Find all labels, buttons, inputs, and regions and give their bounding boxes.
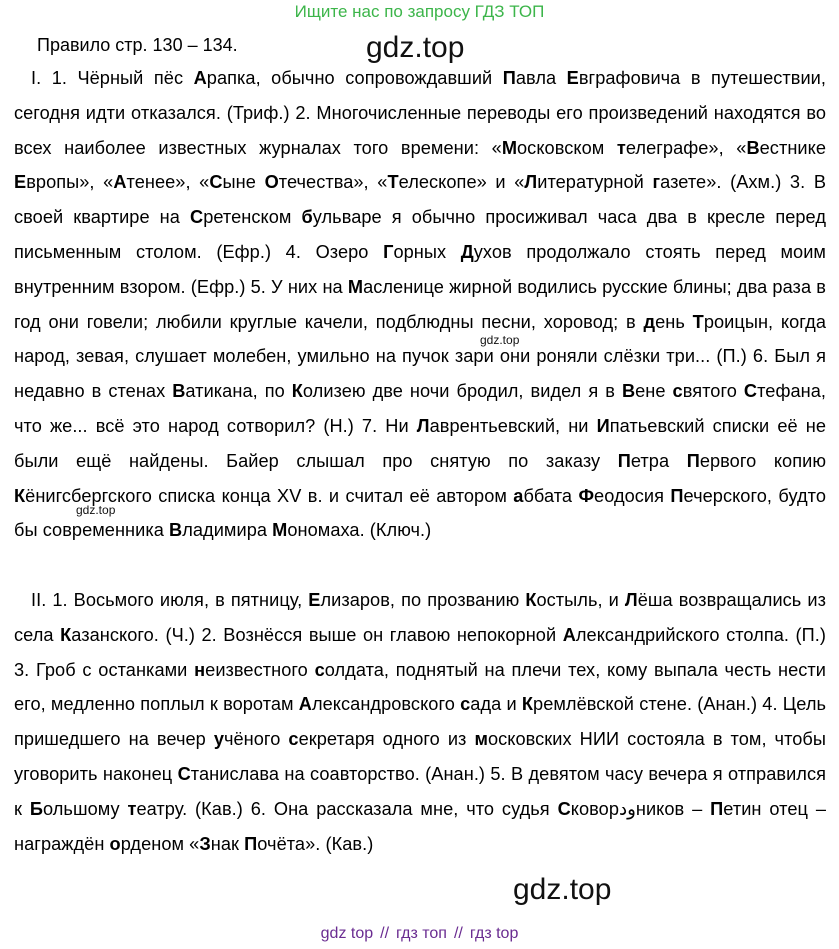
footer-separator: //: [453, 925, 463, 942]
watermark-large-bottom: gdz.top: [513, 873, 612, 906]
capital-letter-highlight: с: [672, 381, 683, 402]
capital-letter-highlight: с: [460, 694, 471, 715]
text-run: чёного: [223, 729, 289, 750]
watermark-small-middle: gdz.top: [480, 333, 520, 347]
text-run: еизвестного: [205, 659, 315, 680]
capital-letter-highlight: Ф: [578, 485, 595, 506]
capital-letter-highlight: т: [127, 798, 137, 819]
capital-letter-highlight: с: [288, 729, 299, 750]
exercise-section-2: [14, 583, 826, 861]
capital-letter-highlight: Е: [14, 172, 27, 193]
text-run: нак: [210, 833, 245, 854]
capital-letter-highlight: В: [172, 381, 186, 402]
capital-letter-highlight: Г: [383, 241, 394, 262]
footer-links: [0, 924, 839, 944]
text-run: ремлёвской стене. (Анан.) 4. Цель пришедшего на вечер: [14, 694, 827, 750]
text-run: етра: [630, 450, 687, 471]
text-run: патьевский списки её не были ещё найдены. Байер слышал про снятую по заказу: [14, 415, 826, 471]
capital-letter-highlight: Л: [416, 415, 430, 436]
text-run: азанского. (Ч.) 2. Вознёсся выше он главою непокорной: [71, 624, 563, 645]
capital-letter-highlight: В: [169, 520, 183, 541]
capital-letter-highlight: Т: [387, 172, 399, 193]
text-run: итературной: [537, 172, 653, 193]
capital-letter-highlight: К: [60, 624, 72, 645]
text-run: естнике: [759, 137, 827, 158]
text-run: лизаров, по прозванию: [320, 590, 526, 610]
capital-letter-highlight: Л: [624, 590, 638, 610]
capital-letter-highlight: д: [643, 311, 656, 332]
text-run: ухов продолжало стоять перед моим внутренним взором. (Ефр.) 5. У них на: [14, 241, 826, 297]
watermark-large-top: gdz.top: [366, 31, 465, 64]
capital-letter-highlight: Л: [524, 172, 538, 193]
text-run: рденом «: [120, 833, 200, 854]
capital-letter-highlight: З: [199, 833, 211, 854]
capital-letter-highlight: П: [710, 798, 724, 819]
text-run: елеграфе», «: [625, 137, 747, 158]
text-run: авла: [515, 68, 567, 88]
capital-letter-highlight: П: [686, 450, 700, 471]
text-run: ретенском: [203, 207, 302, 228]
text-run: I. 1. Чёрный пёс: [31, 68, 194, 88]
capital-letter-highlight: М: [272, 520, 288, 541]
capital-letter-highlight: а: [513, 485, 524, 506]
text-run: ббата: [523, 485, 579, 506]
capital-letter-highlight: б: [301, 207, 313, 228]
capital-letter-highlight: н: [194, 659, 206, 680]
capital-letter-highlight: Е: [566, 68, 579, 88]
text-run: азете». (Ахм.) 3. В своей квартире на: [14, 172, 827, 228]
text-run: ольшому: [43, 798, 128, 819]
capital-letter-highlight: С: [177, 763, 191, 784]
text-run: ладимира: [182, 520, 273, 541]
text-run: ервого копию: [699, 450, 827, 471]
text-run: танислава на соавторство. (Анан.) 5. В девятом часу вечера я отправился к: [14, 763, 826, 819]
capital-letter-highlight: Е: [308, 590, 321, 610]
capital-letter-highlight: С: [743, 381, 758, 402]
capital-letter-highlight: г: [652, 172, 661, 193]
capital-letter-highlight: В: [621, 381, 636, 402]
capital-letter-highlight: К: [521, 694, 534, 715]
capital-letter-highlight: П: [670, 485, 684, 506]
text-run: вграфовича в путешествии, сегодня идти отказался. (Триф.) 2. Многочисленные переводы его произведений находятся во всех наиболее известных журналах того времени: «: [14, 68, 826, 158]
capital-letter-highlight: о: [109, 833, 121, 854]
text-run: ёша возвращались из села: [14, 590, 826, 645]
text-run: ечерского, будто бы современника: [14, 485, 826, 541]
text-run: II. 1. Восьмого июля, в пятницу,: [31, 590, 309, 610]
capital-letter-highlight: С: [557, 798, 571, 819]
text-run: олизею две ночи бродил, видел я в: [302, 381, 622, 402]
capital-letter-highlight: О: [264, 172, 279, 193]
text-run: етин отец – награждён: [14, 798, 826, 854]
text-run: вропы», «: [26, 172, 114, 193]
capital-letter-highlight: С: [209, 172, 223, 193]
text-run: ада и: [470, 694, 522, 715]
text-run: осковском: [517, 137, 617, 158]
text-run: вятого: [682, 381, 744, 402]
capital-letter-highlight: Т: [692, 311, 704, 332]
text-run: екретаря одного из: [298, 729, 475, 750]
rule-reference: Правило стр. 130 – 134.: [37, 35, 238, 55]
capital-letter-highlight: А: [193, 68, 207, 88]
text-run: ень: [655, 311, 693, 332]
text-run: ёнигсбергского списка конца XV в. и считал её автором: [25, 485, 514, 506]
footer-separator: //: [380, 925, 390, 942]
capital-letter-highlight: К: [291, 381, 303, 402]
capital-letter-highlight: у: [213, 729, 224, 750]
footer-link-3[interactable]: гдз top: [469, 925, 519, 942]
capital-letter-highlight: с: [314, 659, 325, 680]
text-run: ыне: [222, 172, 265, 193]
capital-letter-highlight: М: [347, 276, 364, 297]
text-run: орных: [393, 241, 461, 262]
text-run: еатру. (Кав.) 6. Она рассказала мне, что судья: [136, 798, 558, 819]
capital-letter-highlight: т: [616, 137, 626, 158]
capital-letter-highlight: м: [474, 729, 488, 750]
capital-letter-highlight: К: [525, 590, 537, 610]
capital-letter-highlight: А: [298, 694, 312, 715]
footer-link-1[interactable]: gdz top: [320, 925, 374, 942]
text-run: асленице жирной водились русские блины; два раза в год они говели; любили круглые качели, подблюдны песни, хоровод; в: [14, 276, 826, 332]
text-run: роицын, когда народ, зевая, слушает молебен, умильно на пучок зари они роняли слёзки три... (П.) 6. Был я недавно в стенах: [14, 311, 826, 402]
text-run: остыль, и: [536, 590, 625, 610]
exercise-section-1: [14, 61, 826, 548]
text-run: тенее», «: [126, 172, 210, 193]
text-run: рапка, обычно сопровождавший: [206, 68, 503, 88]
capital-letter-highlight: И: [596, 415, 610, 436]
text-run: еодосия: [594, 485, 671, 506]
text-run: олдата, поднятый на плечи тех, кому выпала честь нести его, медленно поплыл к воротам: [14, 659, 826, 715]
watermark-small-left: gdz.top: [76, 503, 116, 517]
capital-letter-highlight: П: [244, 833, 258, 854]
text-run: течества», «: [278, 172, 388, 193]
capital-letter-highlight: М: [501, 137, 518, 158]
text-run: ономаха. (Ключ.): [287, 520, 432, 541]
text-run: очёта». (Кав.): [257, 833, 374, 854]
capital-letter-highlight: П: [502, 68, 516, 88]
text-run: тефана, что же... всё это народ сотворил? (Н.) 7. Ни: [14, 381, 826, 436]
text-run: аврентьевский, ни: [429, 415, 597, 436]
top-banner: Ищите нас по запросу ГДЗ ТОП: [294, 2, 545, 21]
text-run: ене: [635, 381, 673, 402]
text-run: лександрийского столпа. (П.) 3. Гроб с останками: [14, 624, 826, 680]
text-run: лександровского: [311, 694, 461, 715]
text-run: ульваре я обычно просиживал часа два в кресле перед письменным столом. (Ефр.) 4. Озеро: [14, 207, 826, 262]
capital-letter-highlight: А: [113, 172, 127, 193]
capital-letter-highlight: А: [562, 624, 576, 645]
text-run: коворودников –: [570, 798, 711, 819]
text-run: осковских НИИ состояла в том, чтобы уговорить наконец: [14, 729, 827, 784]
capital-letter-highlight: В: [746, 137, 760, 158]
capital-letter-highlight: С: [190, 207, 204, 228]
capital-letter-highlight: Д: [460, 241, 474, 262]
capital-letter-highlight: К: [14, 485, 26, 506]
capital-letter-highlight: П: [617, 450, 631, 471]
text-run: атикана, по: [185, 381, 292, 402]
text-run: елескопе» и «: [398, 172, 525, 193]
capital-letter-highlight: Б: [29, 798, 43, 819]
footer-link-2[interactable]: гдз топ: [396, 925, 447, 942]
